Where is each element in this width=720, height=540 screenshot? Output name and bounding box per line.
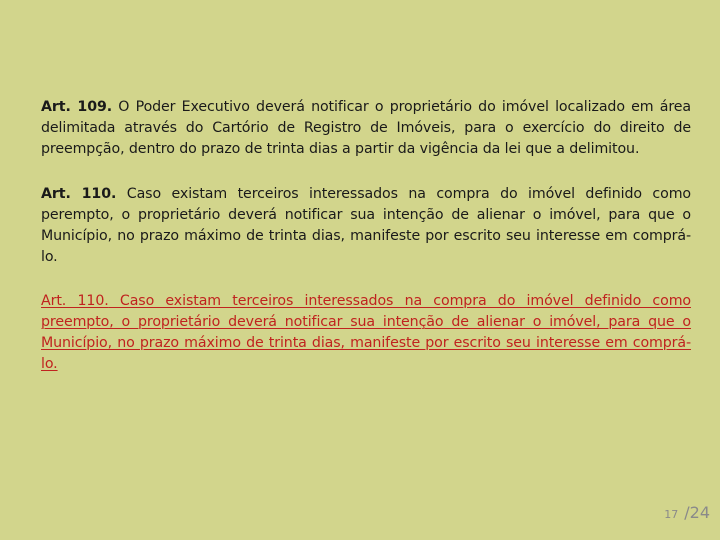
article-text: Caso existam terceiros interessados na compra do imóvel definido como perempto, o proprietário deverá notificar sua intenção de alienar o imóvel, para que o Município, no prazo máximo de trinta dias, manifeste por escrito seu interesse em comprá-lo. [41, 186, 691, 266]
article-number: Art. 110. [41, 293, 109, 310]
article-text: Caso existam terceiros interessados na compra do imóvel definido como preempto, o proprietário deverá notificar sua intenção de alienar o imóvel, para que o Município, no prazo máximo de trinta dias, manifeste por escrito seu interesse em comprá-lo. [41, 293, 691, 373]
article-number: Art. 109. [41, 99, 113, 116]
article-109 [41, 97, 691, 160]
page-number [664, 503, 710, 522]
article-110 [41, 184, 691, 268]
current-page: 17 [664, 508, 679, 521]
article-text: O Poder Executivo deverá notificar o proprietário do imóvel localizado em área delimitada através do Cartório de Registro de Imóveis, para o exercício do direito de preempção, dentro do prazo de trinta dias a partir da vigência da lei que a delimitou. [41, 99, 691, 158]
total-pages: /24 [684, 503, 710, 522]
article-number: Art. 110. [41, 186, 117, 203]
article-110-revised [41, 291, 691, 375]
